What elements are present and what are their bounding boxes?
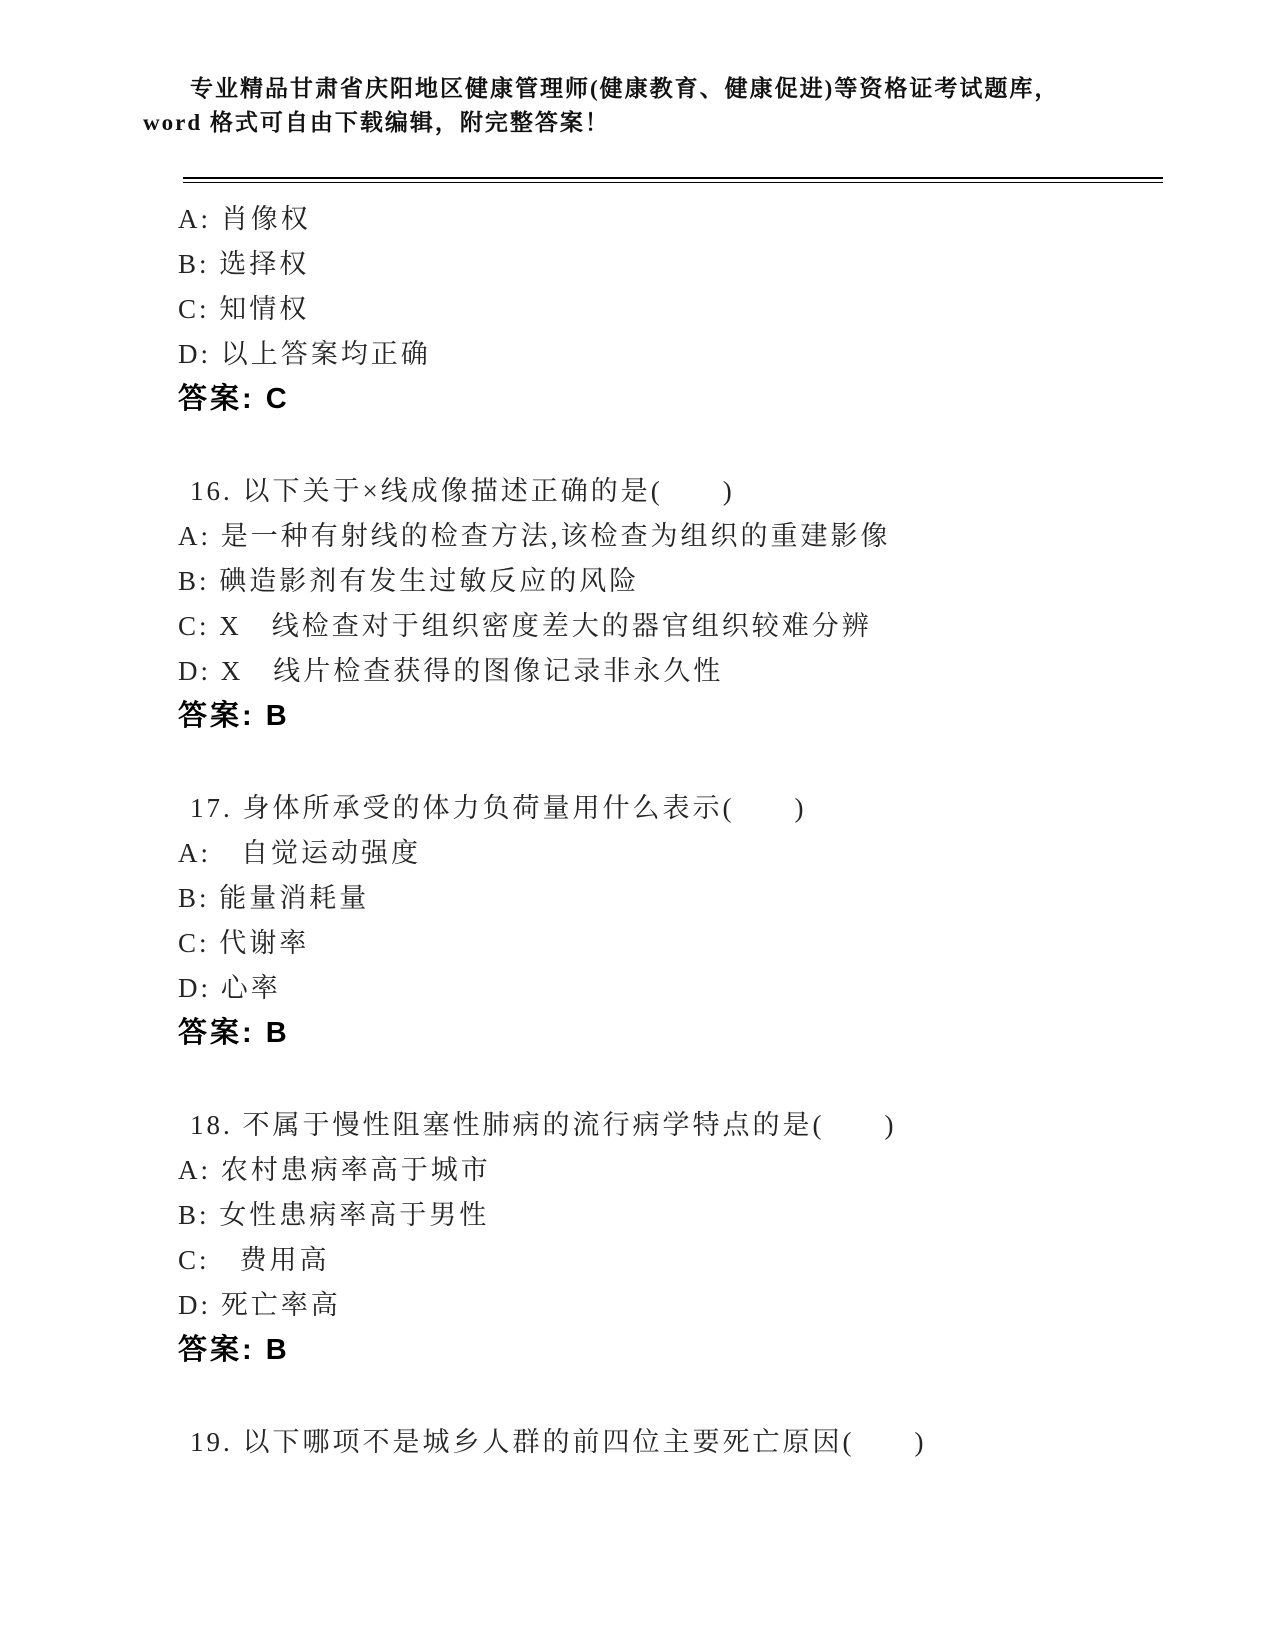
question-stem: 17. 身体所承受的体力负荷量用什么表示( ) — [190, 793, 807, 823]
option-line: D: 死亡率高 — [178, 1290, 341, 1320]
option-line: C: 知情权 — [178, 294, 310, 324]
option-line: A: 农村患病率高于城市 — [178, 1155, 491, 1185]
question-stem: 16. 以下关于×线成像描述正确的是( ) — [190, 476, 735, 506]
option-line: C: X 线检查对于组织密度差大的器官组织较难分辨 — [178, 611, 872, 641]
option-line: C: 费用高 — [178, 1245, 330, 1275]
question-block-15 — [178, 197, 1165, 422]
option-line: B: 能量消耗量 — [178, 883, 370, 913]
answer-line: 答案: B — [178, 700, 290, 732]
header-double-rule — [183, 177, 1163, 183]
option-line: B: 女性患病率高于男性 — [178, 1200, 490, 1230]
question-block-19 — [178, 1420, 1165, 1465]
question-block-16 — [178, 469, 1165, 739]
option-line: A: 肖像权 — [178, 204, 311, 234]
page-header — [0, 0, 1275, 140]
header-line-2: word 格式可自由下载编辑，附完整答案！ — [143, 110, 610, 135]
question-stem: 19. 以下哪项不是城乡人群的前四位主要死亡原因( ) — [190, 1427, 927, 1457]
answer-line: 答案: B — [178, 1017, 290, 1049]
option-line: C: 代谢率 — [178, 928, 310, 958]
question-stem: 18. 不属于慢性阻塞性肺病的流行病学特点的是( ) — [190, 1110, 897, 1140]
header-line-1: 专业精品甘肃省庆阳地区健康管理师(健康教育、健康促进)等资格证考试题库， — [190, 76, 1060, 101]
option-line: D: 心率 — [178, 973, 281, 1003]
question-block-18 — [178, 1103, 1165, 1373]
questions-area — [178, 197, 1165, 1465]
option-line: D: 以上答案均正确 — [178, 339, 431, 369]
answer-line: 答案: B — [178, 1334, 290, 1366]
answer-line: 答案: C — [178, 383, 290, 415]
option-line: A: 自觉运动强度 — [178, 838, 421, 868]
option-line: B: 选择权 — [178, 249, 310, 279]
option-line: B: 碘造影剂有发生过敏反应的风险 — [178, 566, 640, 596]
question-block-17 — [178, 786, 1165, 1056]
option-line: A: 是一种有射线的检查方法,该检查为组织的重建影像 — [178, 521, 891, 551]
option-line: D: X 线片检查获得的图像记录非永久性 — [178, 656, 724, 686]
